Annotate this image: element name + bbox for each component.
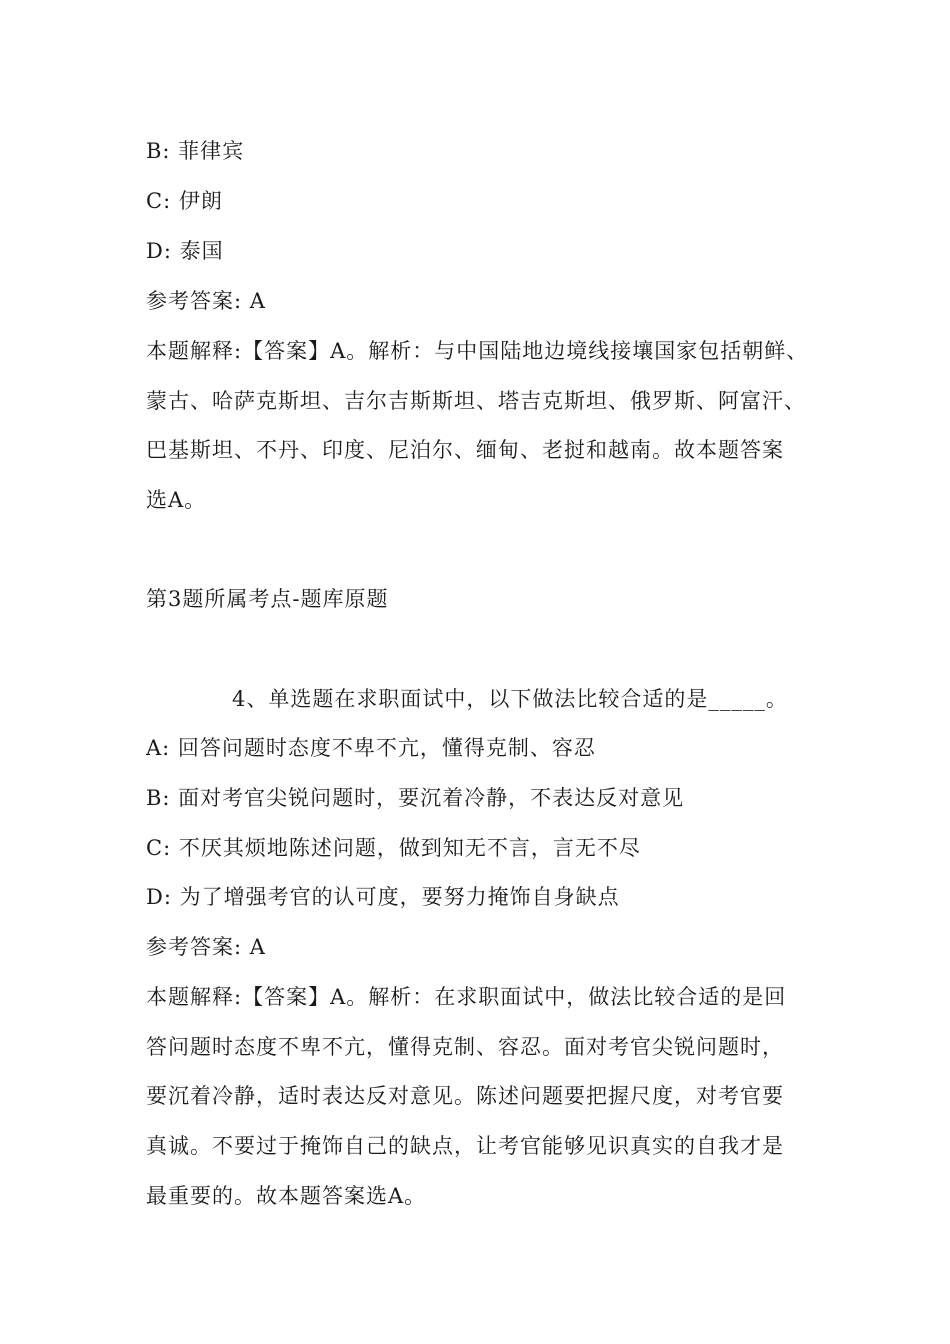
q3-section-note: 第3题所属考点-题库原题: [146, 587, 389, 611]
q4-option-b: B: 面对考官尖锐问题时，要沉着冷静，不表达反对意见: [146, 786, 685, 810]
q3-option-b: B: 菲律宾: [146, 139, 245, 163]
q3-explanation-line-2: 蒙古、哈萨克斯坦、吉尔吉斯斯坦、塔吉克斯坦、俄罗斯、阿富汗、: [146, 389, 806, 413]
q4-option-a: A: 回答问题时态度不卑不亢，懂得克制、容忍: [146, 736, 596, 760]
q4-explanation-line-4: 真诚。不要过于掩饰自己的缺点，让考官能够见识真实的自我才是: [146, 1134, 784, 1158]
q4-answer: 参考答案: A: [146, 935, 266, 959]
q3-answer: 参考答案: A: [146, 289, 266, 313]
q4-option-c: C: 不厌其烦地陈述问题，做到知无不言，言无不尽: [146, 836, 641, 860]
q4-explanation-line-2: 答问题时态度不卑不亢，懂得克制、容忍。面对考官尖锐问题时，: [146, 1035, 784, 1059]
q3-option-c: C: 伊朗: [146, 189, 223, 213]
q3-explanation-line-4: 选A。: [146, 488, 207, 512]
q4-option-d: D: 为了增强考官的认可度，要努力掩饰自身缺点: [146, 885, 620, 909]
q3-option-d: D: 泰国: [146, 239, 224, 263]
q4-explanation-line-1: 本题解释:【答案】A。解析：在求职面试中，做法比较合适的是回: [146, 985, 787, 1009]
q4-question: 4、单选题在求职面试中，以下做法比较合适的是_____。: [232, 687, 788, 711]
q3-explanation-line-3: 巴基斯坦、不丹、印度、尼泊尔、缅甸、老挝和越南。故本题答案: [146, 438, 784, 462]
q4-explanation-line-5: 最重要的。故本题答案选A。: [146, 1184, 427, 1208]
q4-explanation-line-3: 要沉着冷静，适时表达反对意见。陈述问题要把握尺度，对考官要: [146, 1084, 784, 1108]
q3-explanation-line-1: 本题解释:【答案】A。解析：与中国陆地边境线接壤国家包括朝鲜、: [146, 339, 809, 363]
